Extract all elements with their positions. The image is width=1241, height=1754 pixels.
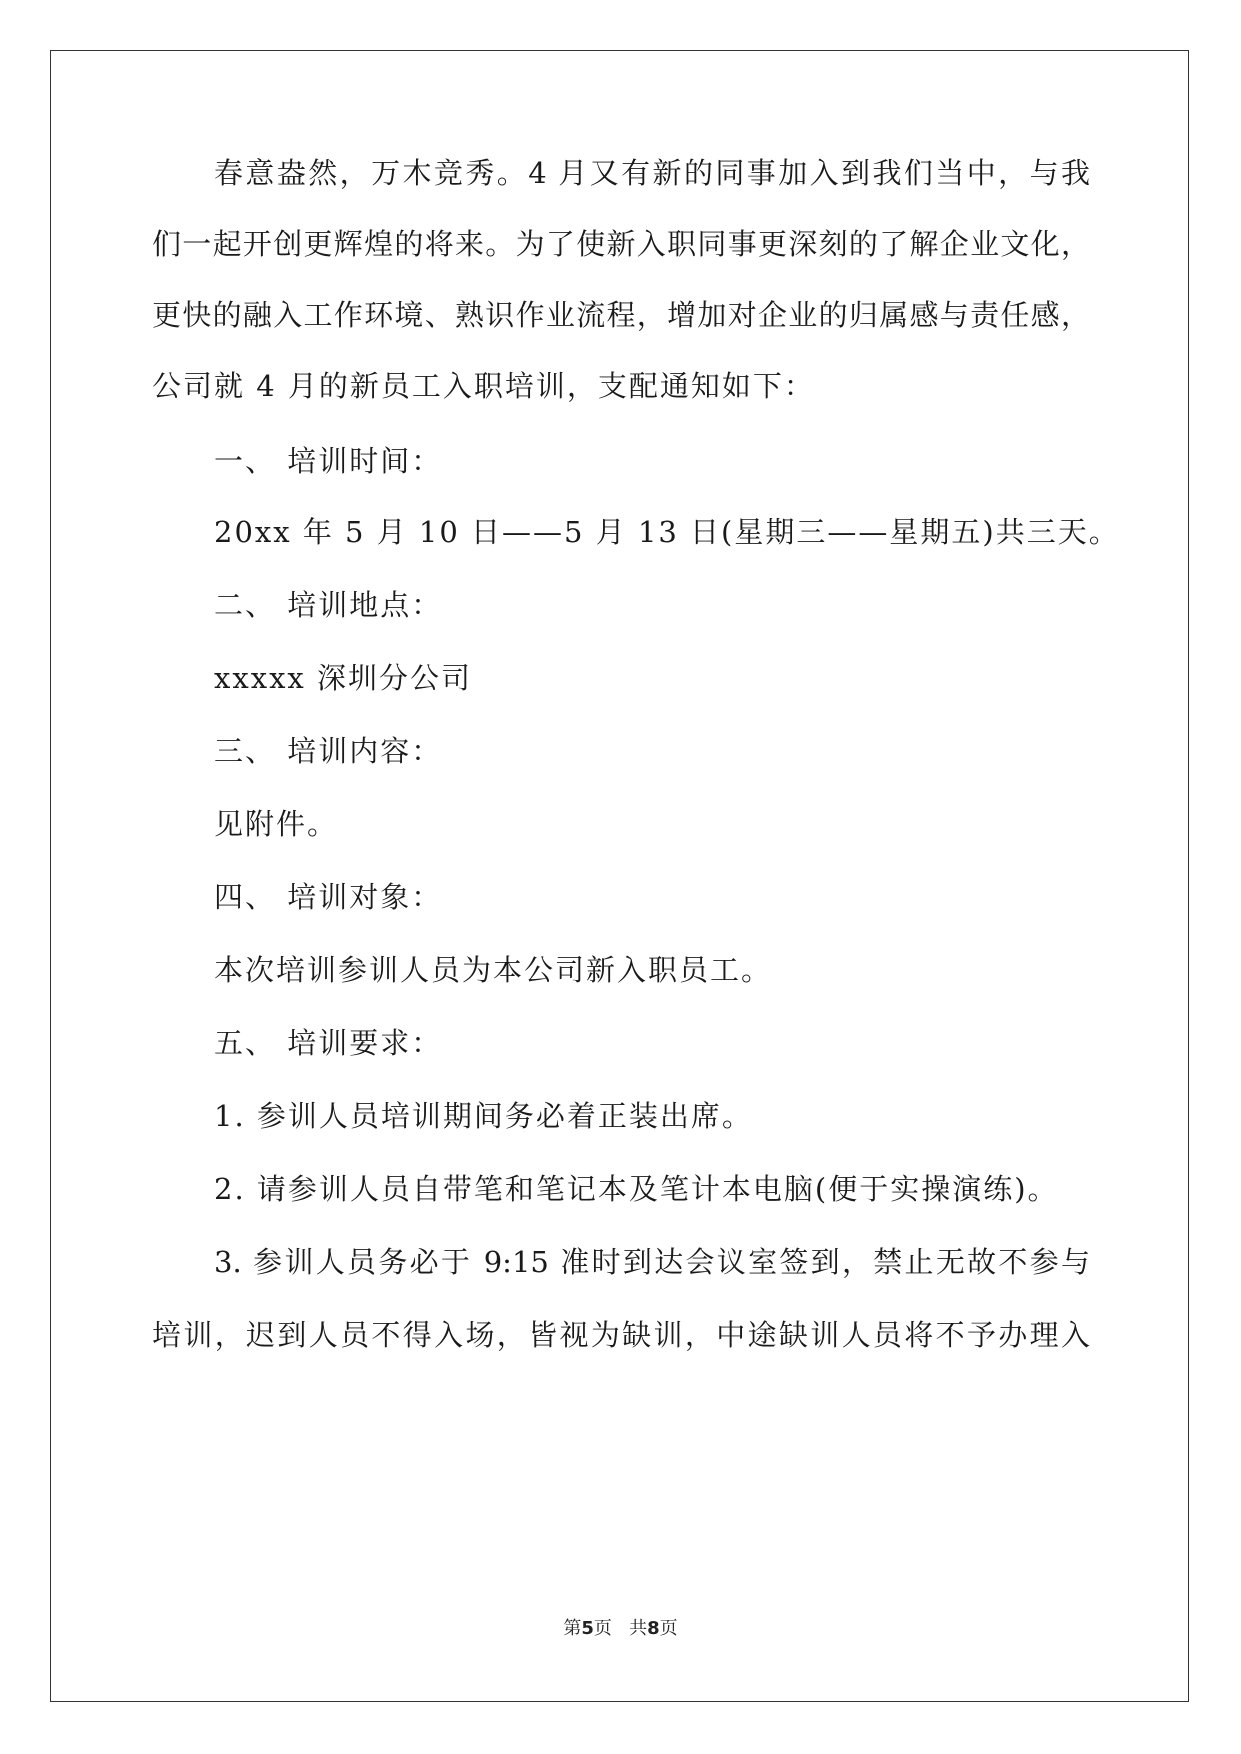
footer-total-prefix: 共: [629, 1618, 648, 1639]
intro-line-4: 公司就 4 月的新员工入职培训，支配通知如下：: [152, 369, 815, 403]
section-heading-location: 二、 培训地点：: [214, 588, 443, 622]
footer-total-suffix: 页: [659, 1618, 678, 1639]
section-content-audience: 本次培训参训人员为本公司新入职员工。: [214, 953, 773, 987]
section-heading-audience: 四、 培训对象：: [214, 880, 443, 914]
section-heading-requirements: 五、 培训要求：: [214, 1026, 443, 1060]
intro-line-1: 春意盎然，万木竞秀。4 月又有新的同事加入到我们当中，与我: [214, 156, 1090, 190]
intro-line-3: 更快的融入工作环境、熟识作业流程，增加对企业的归属感与责任感，: [152, 298, 1090, 332]
section-content-time: 20xx 年 5 月 10 日——5 月 13 日(星期三——星期五)共三天。: [214, 515, 1120, 549]
requirement-item-2: 2. 请参训人员自带笔和笔记本及笔计本电脑(便于实操演练)。: [214, 1172, 1059, 1206]
page-footer: [0, 1617, 1241, 1641]
footer-page-prefix: 第: [563, 1618, 582, 1639]
requirement-item-3: 3. 参训人员务必于 9:15 准时到达会议室签到，禁止无故不参与: [214, 1245, 1090, 1279]
section-heading-content: 三、 培训内容：: [214, 734, 443, 768]
intro-line-2: 们一起开创更辉煌的将来。为了使新入职同事更深刻的了解企业文化，: [152, 227, 1090, 261]
footer-page-suffix: 页: [593, 1618, 612, 1639]
section-content-location: xxxxx 深圳分公司: [214, 661, 472, 695]
footer-page-number: 5: [581, 1618, 594, 1639]
section-heading-time: 一、 培训时间：: [214, 444, 443, 478]
section-content-content: 见附件。: [214, 807, 339, 841]
footer-total-pages: 8: [647, 1618, 660, 1639]
requirement-item-3-continued: 培训，迟到人员不得入场，皆视为缺训，中途缺训人员将不予办理入: [152, 1318, 1090, 1352]
requirement-item-1: 1. 参训人员培训期间务必着正装出席。: [214, 1099, 753, 1133]
